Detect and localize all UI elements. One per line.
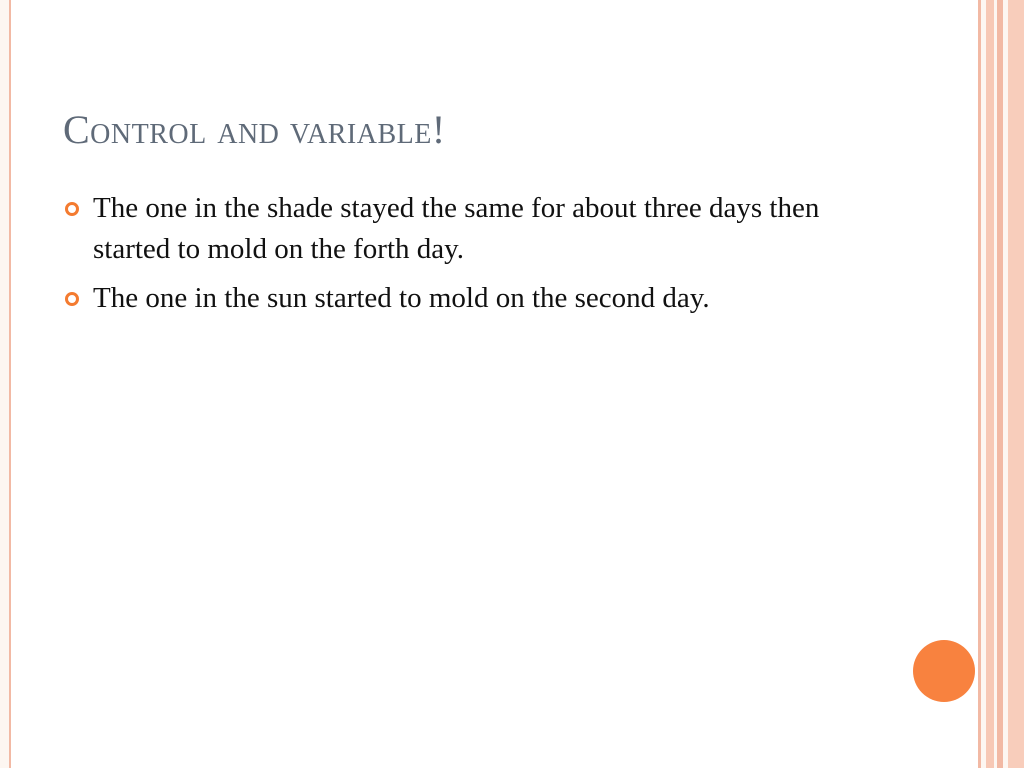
orange-circle-decoration <box>913 640 975 702</box>
right-frame-stripe <box>978 0 981 768</box>
bullet-item <box>93 188 883 270</box>
right-frame-stripe <box>986 0 994 768</box>
bullet-text: The one in the sun started to mold on the second day. <box>93 282 710 314</box>
slide-title: Control and variable! <box>63 107 446 152</box>
ring-bullet-icon <box>65 202 79 216</box>
right-frame-stripe <box>997 0 1003 768</box>
ring-bullet-icon <box>65 292 79 306</box>
right-frame-stripe <box>1008 0 1024 768</box>
bullet-list <box>93 188 883 327</box>
bullet-item <box>93 278 883 319</box>
bullet-text: The one in the shade stayed the same for about three days then started to mold on the forth day. <box>93 192 820 265</box>
